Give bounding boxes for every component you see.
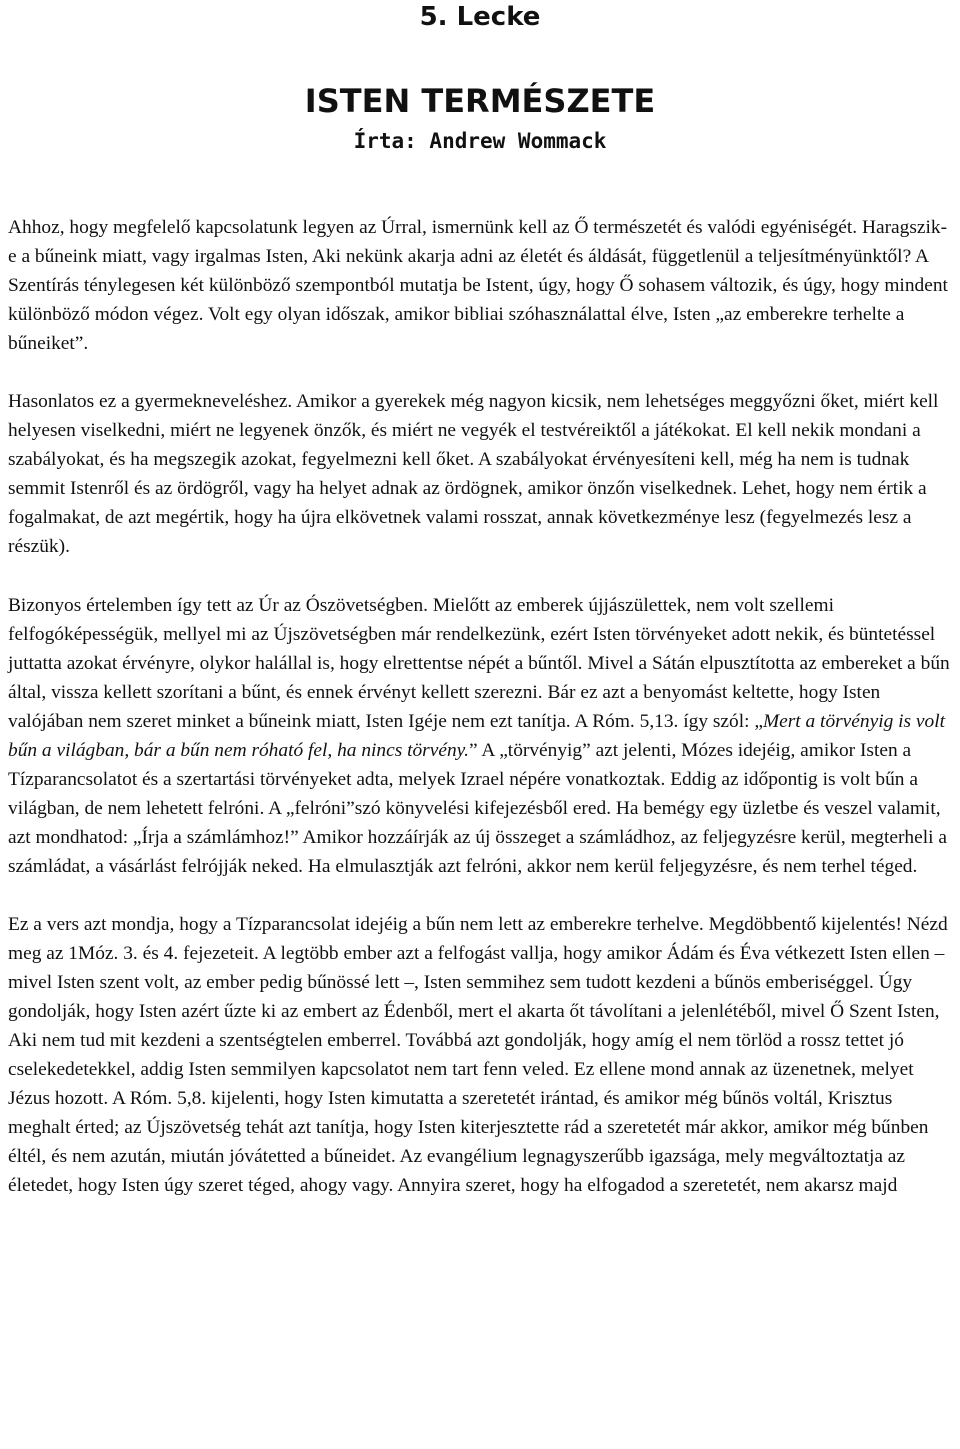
paragraph-4-text: Ez a vers azt mondja, hogy a Tízparancsolat idejéig a bűn nem lett az emberekre terhelve. Megdöbbentő kijelentés! Nézd meg az 1Móz. 3. és 4. fejezeteit. A legtöbb ember azt a felfogást vallja, hogy amikor Ádám és Éva vétkezett Isten ellen – mivel Isten szent volt, az ember pedig bűnössé lett –, Isten semmihez sem tudott kezdeni a bűnös emberiséggel. Úgy gondolják, hogy Isten azért űzte ki az embert az Édenből, mert el akarta őt távolítani a jelenlétéből, mivel Ő Szent Isten, Aki nem tud mit kezdeni a szentségtelen emberrel. Továbbá azt gondolják, hogy amíg el nem törlöd a rossz tettet jó cselekedetekkel, addig Isten semmilyen kapcsolatot nem tart fenn veled. Ez ellene mond annak az üzenetnek, melyet Jézus hozott. A Róm. 5,8. kijelenti, hogy Isten kimutatta a szeretetét irántad, és amikor még bűnös voltál, Krisztus meghalt érted; az Újszövetség tehát azt tanítja, hogy Isten kiterjesztette rád a szeretetét már akkor, amikor még bűnben éltél, és nem azután, miután jóvátetted a bűneidet. Az evangélium legnagyszerűbb igazsága, mely megváltoztatja az életedet, hogy Isten úgy szeret téged, ahogy vagy. Annyira szeret, hogy ha elfogadod a szeretetét, nem akarsz majd [8,913,948,1197]
paragraph-2 [8,387,952,561]
paragraph-3-text-a: Bizonyos értelemben így tett az Úr az Ószövetségben. Mielőtt az emberek újjászülettek, nem volt szellemi felfogóképességük, mellyel mi az Újszövetségben már rendelkezünk, ezért Isten törvényeket adott nekik, és büntetéssel juttatta azokat érvényre, olykor halállal is, hogy elrettentse népét a bűntől. Mivel a Sátán elpusztította az embereket a bűn által, vissza kellett szorítani a bűnt, és ennek érvényt kellett szerezni. Bár ez azt a benyomást keltette, hogy Isten valójában nem szeret minket a bűneink miatt, Isten Igéje nem ezt tanítja. A Róm. 5,13. így szól: „ [8,594,950,732]
paragraph-1 [8,213,952,358]
author-line: Írta: Andrew Wommack [353,129,607,153]
paragraph-3 [8,591,952,881]
paragraph-3-quote: Mert a törvényig is volt bűn a világban, bár a bűn nem róható fel, ha nincs törvény. [8,710,945,761]
body-text [8,213,952,1200]
lesson-number: 5. Lecke [419,2,541,32]
paragraph-4 [8,910,952,1200]
page-title: ISTEN TERMÉSZETE [304,82,656,120]
paragraph-3-text-b: ” A „törvényig” azt jelenti, Mózes idejéig, amikor Isten a Tízparancsolatot és a szertartási törvényeket adta, melyek Izrael népére vonatkoztak. Eddig az időpontig is volt bűn a világban, de nem lehetett felróni. A „felróni”szó könyvelési kifejezésből ered. Ha bemégy egy üzletbe és veszel valamit, azt mondhatod: „Írja a számlámhoz!” Amikor hozzáírják az új összeget a számládhoz, az feljegyzésre kerül, megterheli a számládat, a vásárlást felrójják neked. Ha elmulasztják azt felróni, akkor nem kerül feljegyzésre, és nem terhel téged. [8,739,947,877]
paragraph-2-text: Hasonlatos ez a gyermekneveléshez. Amikor a gyerekek még nagyon kicsik, nem lehetséges meggyőzni őket, miért kell helyesen viselkedni, miért ne legyenek önzők, és miért ne vegyék el testvéreiktől a játékokat. El kell nekik mondani a szabályokat, és ha megszegik azokat, fegyelmezni kell őket. A szabályokat érvényesíteni kell, még ha nem is tudnak semmit Istenről és az ördögről, vagy ha helyet adnak az ördögnek, amikor önzőn viselkednek. Lehet, hogy nem értik a fogalmakat, de azt megértik, hogy ha újra elkövetnek valami rosszat, annak következménye lesz (fegyelmezés lesz a részük). [8,391,939,558]
paragraph-1-text: Ahhoz, hogy megfelelő kapcsolatunk legyen az Úrral, ismernünk kell az Ő természetét és valódi egyéniségét. Haragszik-e a bűneink miatt, vagy irgalmas Isten, Aki nekünk akarja adni az életét és áldását, függetlenül a teljesítményünktől? A Szentírás ténylegesen két különböző szempontból mutatja be Istent, úgy, hogy Ő sohasem változik, és úgy, hogy mindent különböző módon végez. Volt egy olyan időszak, amikor bibliai szóhasználattal élve, Isten „az emberekre terhelte a bűneiket”. [8,217,948,355]
